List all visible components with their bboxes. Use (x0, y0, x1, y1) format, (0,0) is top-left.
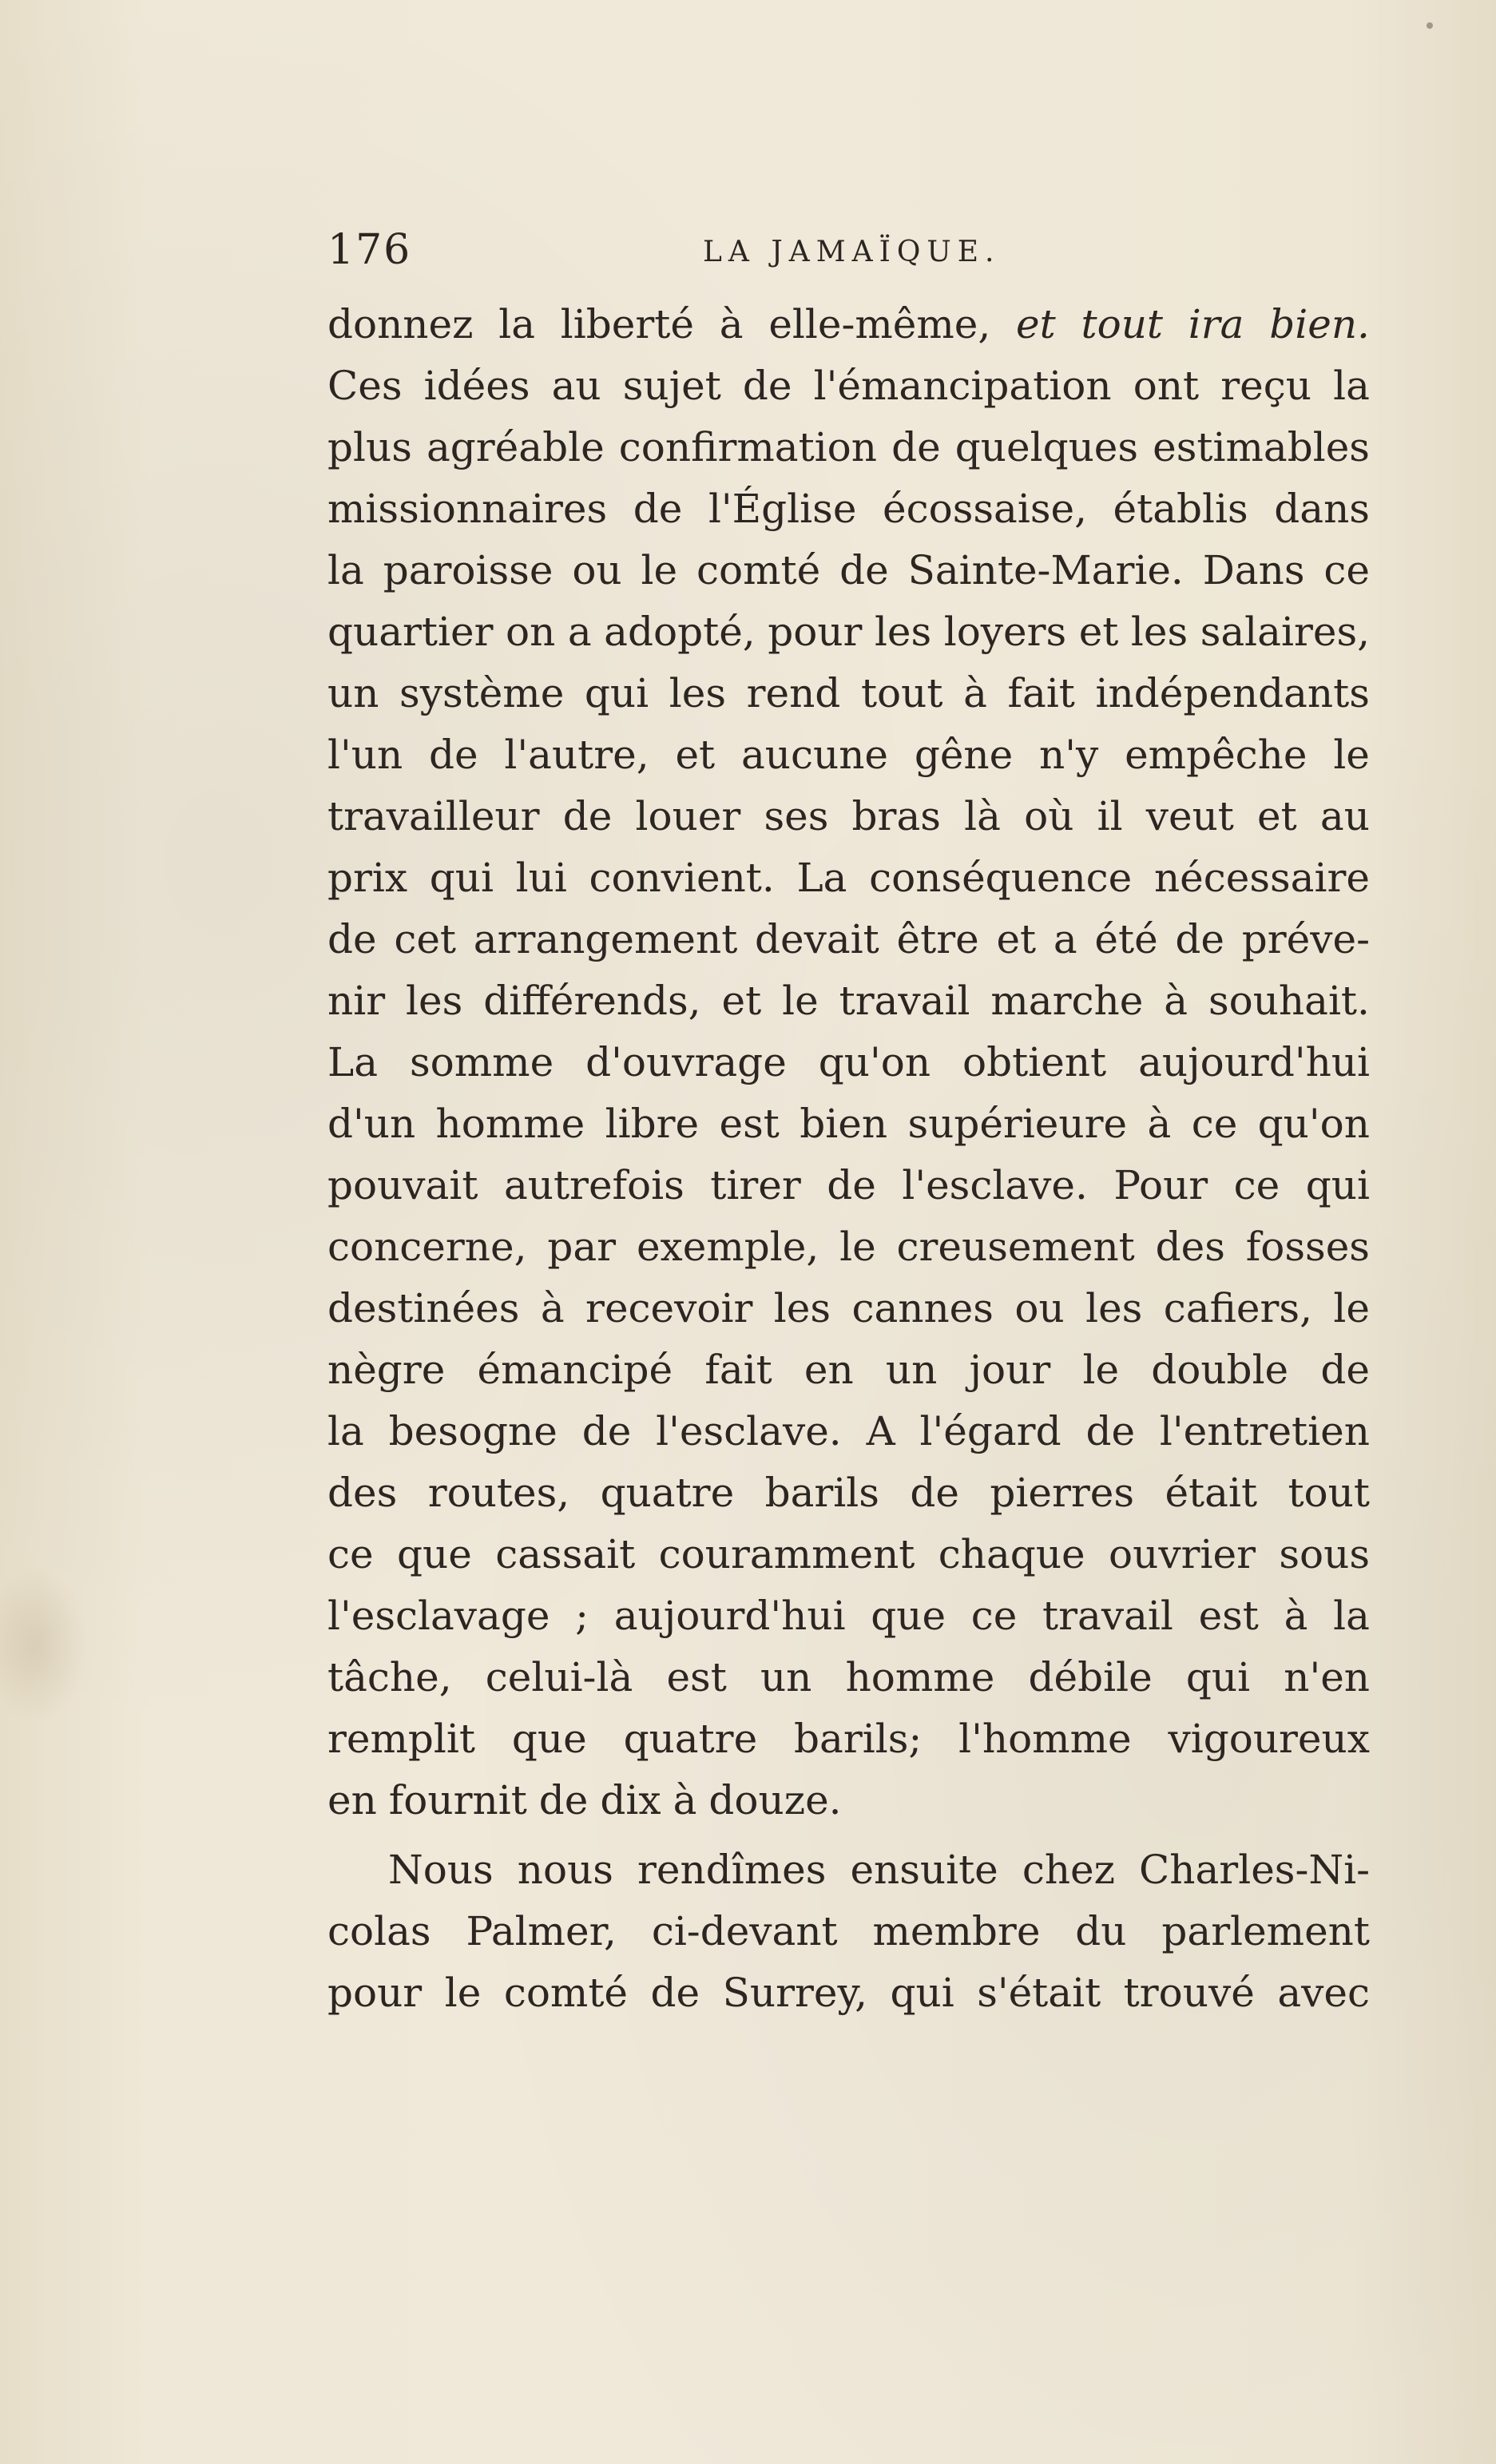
word: il (1097, 793, 1123, 839)
word: parlement (1161, 1908, 1370, 1954)
word: de (1320, 1347, 1370, 1393)
text-line (327, 1032, 1370, 1093)
text-line (327, 1339, 1370, 1401)
word: tout (1288, 1470, 1370, 1516)
word: l'autre, (504, 732, 649, 778)
word: dix (600, 1777, 661, 1823)
text-line (327, 294, 1370, 355)
word: destinées (327, 1285, 520, 1331)
word: nous (517, 1847, 613, 1893)
word: empêche (1125, 732, 1308, 778)
word: la (1333, 1593, 1370, 1639)
word: émancipé (477, 1347, 673, 1393)
word: et (1257, 793, 1297, 839)
word: donnez (327, 301, 474, 347)
text-line (327, 601, 1370, 663)
word: les (773, 1285, 831, 1331)
word: ce (1323, 547, 1370, 593)
word: les (406, 978, 463, 1024)
word: ses (764, 793, 829, 839)
word: d'ouvrage (585, 1039, 787, 1085)
word: de (839, 547, 889, 593)
word: était (1165, 1470, 1258, 1516)
word: et (675, 732, 716, 778)
word: qui (1185, 1654, 1251, 1700)
word: l'entretien (1159, 1408, 1370, 1454)
word: le (641, 547, 678, 593)
word: qui (890, 1970, 954, 2016)
word: par (547, 1224, 617, 1270)
word: colas (327, 1908, 431, 1954)
word: rendîmes (637, 1847, 827, 1893)
word: missionnaires (327, 486, 608, 532)
word: paroisse (383, 547, 554, 593)
word: à (1284, 1593, 1308, 1639)
word: elle-même, (768, 301, 991, 347)
word: tirer (710, 1162, 801, 1208)
word: comté (696, 547, 821, 593)
word: idées (423, 363, 530, 409)
word: barils (764, 1470, 879, 1516)
word: pouvait (327, 1162, 478, 1208)
word: écossaise, (883, 486, 1087, 532)
word: des (1155, 1224, 1225, 1270)
word: l'homme (958, 1716, 1132, 1762)
word: d'un (327, 1101, 416, 1147)
word: homme (845, 1654, 995, 1700)
word: cassait (495, 1531, 636, 1577)
word: confirmation (618, 424, 877, 470)
word: le (1082, 1347, 1120, 1393)
word: indépendants (1095, 670, 1370, 716)
word: La (796, 855, 847, 901)
word: le (444, 1970, 482, 2016)
word: pierres (990, 1470, 1135, 1516)
text-line (327, 355, 1370, 417)
word: remplit (327, 1716, 475, 1762)
word: fosses (1245, 1224, 1370, 1270)
word: bras (851, 793, 941, 839)
italic-word: tout (1081, 301, 1163, 347)
word: Ces (327, 363, 403, 409)
page-number: 176 (327, 226, 412, 274)
text-line (327, 1093, 1370, 1155)
word: Pour (1113, 1162, 1208, 1208)
word: quatre (623, 1716, 758, 1762)
word: s'était (977, 1970, 1101, 2016)
word: sujet (622, 363, 721, 409)
word: supérieure (907, 1101, 1128, 1147)
word: cannes (851, 1285, 994, 1331)
word: comté (503, 1970, 629, 2016)
word: nir (327, 978, 386, 1024)
word: préve- (1241, 916, 1370, 962)
word: à (963, 670, 987, 716)
word: souhait. (1208, 978, 1370, 1024)
word: fournit (388, 1777, 527, 1823)
running-title: LA JAMAÏQUE. (703, 236, 1001, 268)
word: débile (1028, 1654, 1153, 1700)
word: de (650, 1970, 700, 2016)
word: du (1075, 1908, 1127, 1954)
word: fait (1007, 670, 1075, 716)
word: couramment (658, 1531, 915, 1577)
word: conséquence (869, 855, 1133, 901)
word: système (399, 670, 565, 716)
word: un (327, 670, 379, 716)
word: tout (860, 670, 943, 716)
text-line (327, 1278, 1370, 1339)
word: a (1053, 916, 1077, 962)
word: plus (327, 424, 412, 470)
word: rend (746, 670, 841, 716)
word: à (719, 301, 744, 347)
word: à (540, 1285, 565, 1331)
word: pour (768, 609, 863, 655)
word: nègre (327, 1347, 446, 1393)
word: louer (635, 793, 741, 839)
word: au (1319, 793, 1370, 839)
word: là (964, 793, 1001, 839)
word: l'esclave. (902, 1162, 1088, 1208)
text-line (327, 970, 1370, 1032)
word: de (1175, 916, 1225, 962)
word: sous (1279, 1531, 1370, 1577)
word: à (673, 1777, 697, 1823)
word: en (804, 1347, 854, 1393)
word: est (666, 1654, 727, 1700)
text-line (327, 478, 1370, 540)
word: loyers (943, 609, 1067, 655)
text-line (327, 786, 1370, 847)
word: obtient (962, 1039, 1107, 1085)
word: qui (584, 670, 649, 716)
word: de (891, 424, 941, 470)
word: être (896, 916, 979, 962)
word: somme (410, 1039, 554, 1085)
word: nécessaire (1153, 855, 1370, 901)
word: quatre (600, 1470, 735, 1516)
word: et (1078, 609, 1119, 655)
word: a (567, 609, 592, 655)
word: les (1085, 1285, 1143, 1331)
word: quartier (327, 609, 494, 655)
body-text (327, 294, 1370, 2024)
word: aujourd'hui (613, 1593, 846, 1639)
word: qu'on (818, 1039, 931, 1085)
word: homme (435, 1101, 585, 1147)
word: été (1094, 916, 1158, 962)
word: de (827, 1162, 876, 1208)
word: les (874, 609, 932, 655)
word: ci-devant (651, 1908, 838, 1954)
text-line (327, 909, 1370, 970)
word: gêne (914, 732, 1014, 778)
text-line (327, 1962, 1370, 2024)
text-line (327, 417, 1370, 478)
word: travail (839, 978, 970, 1024)
word: agréable (426, 424, 605, 470)
word: trouvé (1123, 1970, 1255, 2016)
text-line (327, 1839, 1370, 1901)
word: n'y (1039, 732, 1099, 778)
text-line (327, 1647, 1370, 1708)
word: arrangement (473, 916, 738, 962)
word: dans (1274, 486, 1370, 532)
word: marche (990, 978, 1144, 1024)
text-line (327, 1401, 1370, 1462)
word: est (1198, 1593, 1259, 1639)
word: tâche, (327, 1654, 452, 1700)
word: des (327, 1470, 398, 1516)
word: bien (800, 1101, 888, 1147)
word: de (742, 363, 792, 409)
text-line (327, 1524, 1370, 1585)
word: de (327, 916, 377, 962)
text-line (327, 847, 1370, 909)
word: cet (394, 916, 457, 962)
word: de (428, 732, 478, 778)
word: différends, (483, 978, 701, 1024)
text-line (327, 1708, 1370, 1770)
text-line (327, 663, 1370, 724)
word: et (721, 978, 762, 1024)
running-head (327, 222, 1366, 278)
word: reçu (1220, 363, 1311, 409)
word: que (871, 1593, 946, 1639)
word: les (1130, 609, 1188, 655)
word: Surrey, (722, 1970, 867, 2016)
text-line (327, 540, 1370, 601)
word: n'en (1284, 1654, 1370, 1700)
text-line (327, 1585, 1370, 1647)
text-line (327, 1901, 1370, 1962)
word: l'émancipation (813, 363, 1112, 409)
word: le (782, 978, 819, 1024)
word: La (327, 1039, 379, 1085)
text-line (327, 1770, 1370, 1831)
word: concerne, (327, 1224, 527, 1270)
word: besogne (388, 1408, 558, 1454)
word: de (562, 793, 613, 839)
word: autrefois (503, 1162, 685, 1208)
word: à (1147, 1101, 1172, 1147)
word: on (506, 609, 556, 655)
word: Nous (388, 1847, 494, 1893)
word: ouvrier (1109, 1531, 1256, 1577)
word: à (1164, 978, 1188, 1024)
word: que (511, 1716, 587, 1762)
ink-speck (1427, 22, 1433, 29)
word: ce (1191, 1101, 1238, 1147)
word: salaires, (1200, 609, 1370, 655)
word: l'égard (919, 1408, 1061, 1454)
word: ; (575, 1593, 589, 1639)
text-line (327, 724, 1370, 786)
word: prix (327, 855, 408, 901)
word: adopté, (604, 609, 756, 655)
word: cafiers, (1163, 1285, 1312, 1331)
word: vigoureux (1168, 1716, 1370, 1762)
word: Sainte-Marie. (907, 547, 1184, 593)
word: celui-là (485, 1654, 633, 1700)
word: avec (1277, 1970, 1370, 2016)
word: convient. (589, 855, 775, 901)
text-line (327, 1462, 1370, 1524)
word: A (866, 1408, 895, 1454)
word: ce (1233, 1162, 1280, 1208)
word: libre (605, 1101, 700, 1147)
word: exemple, (636, 1224, 819, 1270)
word: veut (1145, 793, 1234, 839)
word: recevoir (585, 1285, 753, 1331)
word: ensuite (850, 1847, 998, 1893)
word: creusement (896, 1224, 1135, 1270)
word: ce (327, 1531, 374, 1577)
word: est (719, 1101, 780, 1147)
word: le (839, 1224, 876, 1270)
word: la (327, 1408, 364, 1454)
italic-word: et (1016, 301, 1056, 347)
word: au (551, 363, 601, 409)
word: estimables (1153, 424, 1370, 470)
word: double (1151, 1347, 1289, 1393)
word: quelques (954, 424, 1139, 470)
word: qu'on (1257, 1101, 1370, 1147)
word: devait (755, 916, 879, 962)
word: douze. (708, 1777, 842, 1823)
word: travailleur (327, 793, 540, 839)
word: où (1024, 793, 1074, 839)
word: liberté (560, 301, 694, 347)
word: établis (1113, 486, 1248, 532)
word: la (498, 301, 536, 347)
word: ou (572, 547, 622, 593)
word: qui (429, 855, 494, 901)
word: de (1085, 1408, 1136, 1454)
word: ont (1133, 363, 1200, 409)
word: aujourd'hui (1138, 1039, 1370, 1085)
word: que (397, 1531, 472, 1577)
text-line (327, 1155, 1370, 1216)
word: qui (1305, 1162, 1370, 1208)
word: de (633, 486, 683, 532)
word: de (910, 1470, 959, 1516)
word: routes, (427, 1470, 570, 1516)
italic-word: ira (1188, 301, 1244, 347)
word: de (581, 1408, 632, 1454)
word: les (669, 670, 726, 716)
word: l'esclavage (327, 1593, 550, 1639)
word: travail (1042, 1593, 1173, 1639)
paper-stain (0, 1565, 88, 1725)
word: un (760, 1654, 812, 1700)
word: le (1333, 1285, 1370, 1331)
word: lui (515, 855, 567, 901)
word: ou (1014, 1285, 1065, 1331)
word: pour (327, 1970, 423, 2016)
text-line (327, 1216, 1370, 1278)
word: ce (970, 1593, 1018, 1639)
word: l'un (327, 732, 403, 778)
italic-word: bien. (1269, 301, 1370, 347)
word: et (996, 916, 1037, 962)
word: barils; (794, 1716, 923, 1762)
word: l'esclave. (656, 1408, 842, 1454)
word: le (1333, 732, 1370, 778)
word: Palmer, (466, 1908, 617, 1954)
word: de (538, 1777, 589, 1823)
word: la (1333, 363, 1370, 409)
word: Charles-Ni- (1139, 1847, 1370, 1893)
word: Dans (1202, 547, 1305, 593)
word: fait (704, 1347, 772, 1393)
word: un (885, 1347, 938, 1393)
word: l'Église (708, 486, 857, 532)
word: chaque (938, 1531, 1085, 1577)
word: jour (969, 1347, 1051, 1393)
word: aucune (740, 732, 888, 778)
word: membre (872, 1908, 1041, 1954)
word: en (327, 1777, 377, 1823)
word: la (327, 547, 364, 593)
word: chez (1022, 1847, 1115, 1893)
